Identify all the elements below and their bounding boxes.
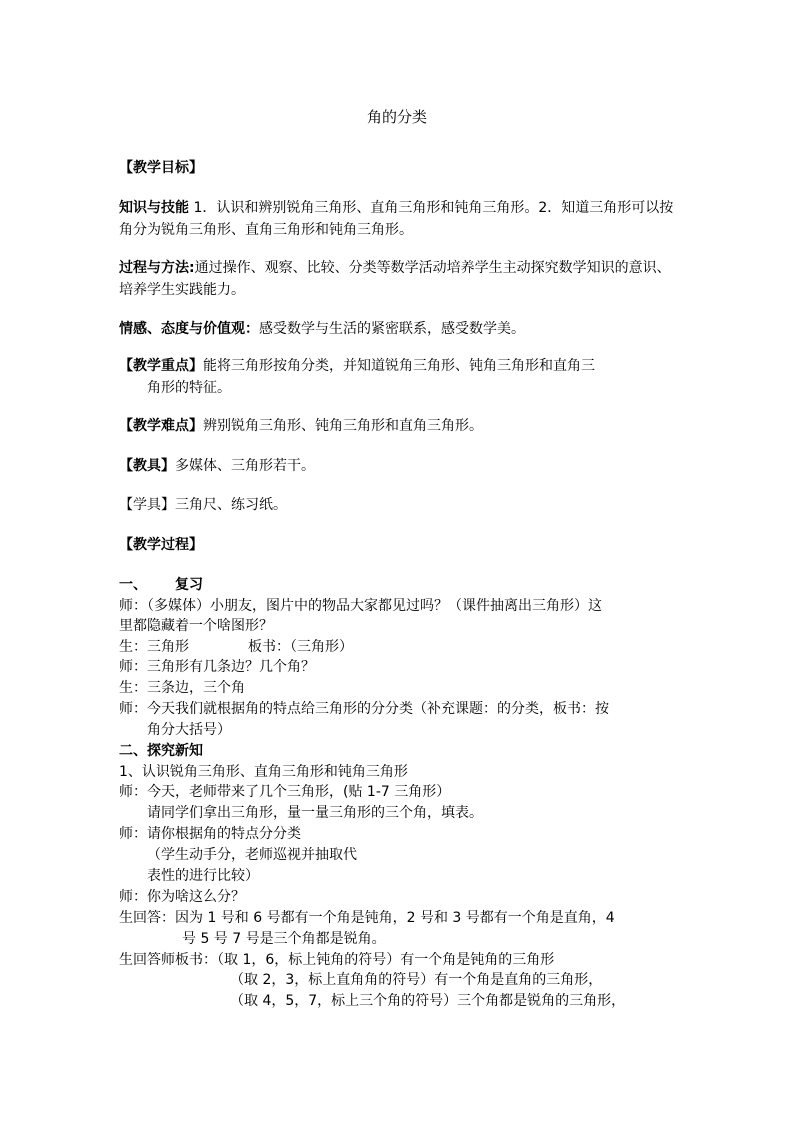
process-method-text: 通过操作、观察、比较、分类等数学活动培养学生主动探究数学知识的意识、培养学生实践能力。	[119, 260, 671, 298]
text-line-11: 请同学们拿出三角形，量一量三角形的三个角，填表。	[147, 805, 483, 821]
text-line-14: 表性的进行比较）	[147, 868, 259, 884]
text-line-18: 生回答师板书：（取 1，6，标上钝角的符号）有一个角是钝角的三角形	[119, 952, 555, 968]
review-heading	[119, 575, 203, 595]
text-line-17: 号 5 号 7 号是三个角都是锐角。	[182, 931, 386, 947]
difficulty-text: 辨别锐角三角形、钝角三角形和直角三角形。	[203, 418, 483, 434]
student-tools-label: 【学具】	[119, 497, 175, 513]
text-line-19: （取 2，3，标上直角角的符号）有一个角是直角的三角形，	[230, 972, 603, 988]
key-point-text: 能将三角形按角分类，并知道锐角三角形、钝角三角形和直角三	[203, 358, 595, 374]
difficulty-line	[119, 416, 483, 436]
text-line-9: 1、认识锐角三角形、直角三角形和钝角三角形	[119, 764, 408, 780]
key-point-line2: 角形的特征。	[147, 380, 231, 396]
goals-heading: 【教学目标】	[119, 160, 203, 176]
teaching-tools-line	[119, 456, 315, 476]
teaching-tools-text: 多媒体、三角形若干。	[175, 458, 315, 474]
student-tools-line	[119, 495, 287, 515]
difficulty-label: 【教学难点】	[119, 418, 203, 434]
text-line-12: 师：请你根据角的特点分分类	[119, 826, 301, 842]
text-line-4: 师：三角形有几条边？几个角？	[119, 659, 315, 675]
text-line-7: 角分大括号）	[147, 722, 231, 738]
student-tools-text: 三角尺、练习纸。	[175, 497, 287, 513]
knowledge-text: 1．认识和辨别锐角三角形、直角三角形和钝角三角形。2．知道三角形可以按角分为锐角三角形、直角三角形和钝角三角形。	[119, 200, 674, 238]
text-line-1: 师：（多媒体）小朋友，图片中的物品大家都见过吗？（课件抽离出三角形）这	[119, 598, 602, 614]
teaching-tools-label: 【教具】	[119, 458, 175, 474]
text-line-2: 里都隐藏着一个啥图形？	[119, 618, 273, 634]
text-line-13: （学生动手分，老师巡视并抽取代	[147, 847, 357, 863]
process-method-label: 过程与方法:	[119, 260, 195, 276]
review-title: 复习	[175, 577, 203, 593]
page-title: 角的分类	[366, 108, 427, 126]
text-line-16: 生回答：因为 1 号和 6 号都有一个角是钝角，2 号和 3 号都有一个角是直角，4	[119, 910, 615, 926]
key-point-label: 【教学重点】	[119, 358, 203, 374]
process-method-paragraph	[119, 257, 679, 301]
process-heading: 【教学过程】	[119, 537, 203, 553]
section-heading-explore: 二、探究新知	[119, 743, 203, 759]
emotion-paragraph	[119, 318, 679, 340]
emotion-text: 感受数学与生活的紧密联系，感受数学美。	[259, 321, 525, 337]
text-line-10: 师：今天，老师带来了几个三角形，(贴 1-7 三角形）	[119, 784, 451, 800]
review-number: 一、	[119, 577, 147, 593]
text-line-5: 生：三条边，三个角	[119, 680, 245, 696]
text-line-15: 师：你为啥这么分？	[119, 889, 245, 905]
knowledge-paragraph	[119, 197, 679, 241]
knowledge-label: 知识与技能	[119, 200, 189, 216]
text-line-20: （取 4，5，7，标上三个角的符号）三个角都是锐角的三角形，	[230, 993, 626, 1009]
text-line-3b: 板书：（三角形）	[248, 639, 353, 655]
text-line-3a: 生：三角形	[119, 639, 189, 655]
emotion-label: 情感、态度与价值观：	[119, 321, 259, 337]
text-line-6: 师：今天我们就根据角的特点给三角形的分分类（补充课题：的分类，板书：按	[119, 701, 609, 717]
key-point-line1	[119, 356, 595, 376]
